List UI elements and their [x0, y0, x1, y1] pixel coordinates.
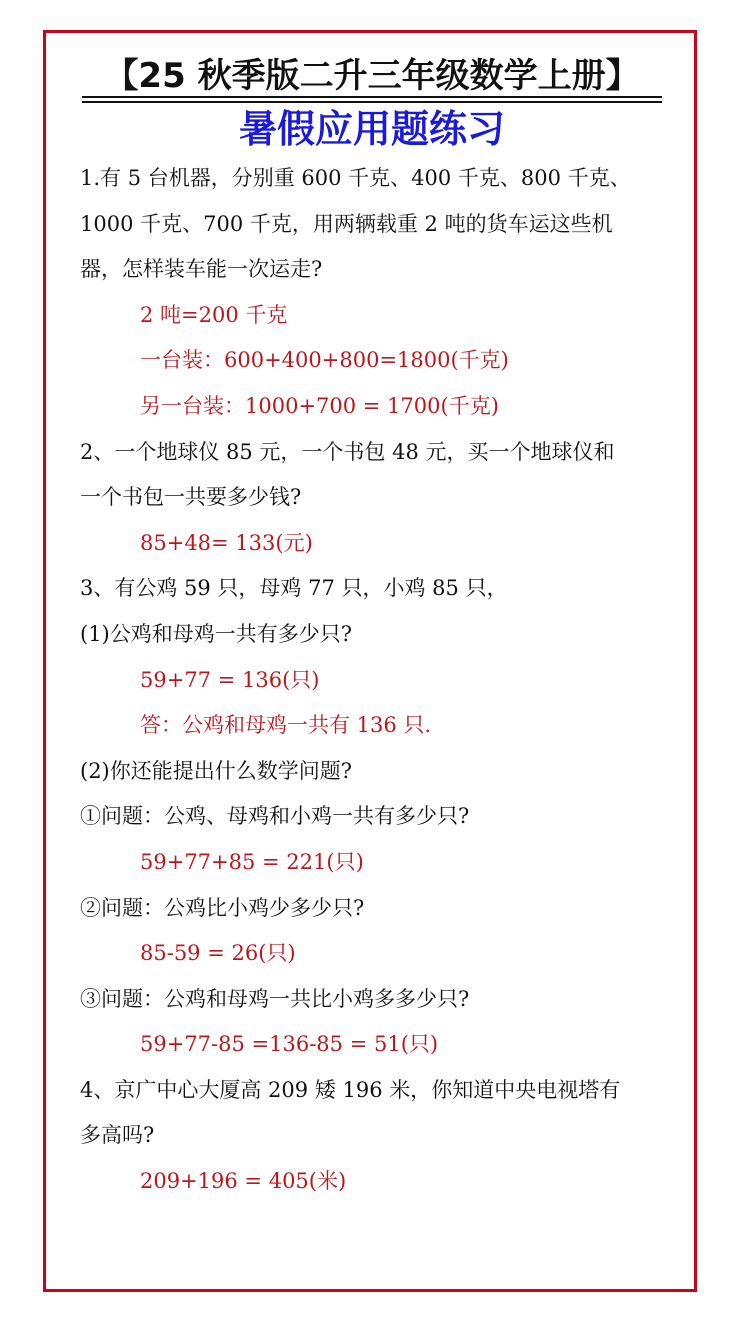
title-underline	[82, 96, 662, 98]
page-subtitle: 暑假应用题练习	[238, 107, 505, 151]
question-line: ②问题：公鸡比小鸡少多少只?	[80, 895, 365, 920]
question-line: 3、有公鸡 59 只，母鸡 77 只，小鸡 85 只，	[80, 576, 508, 601]
question-line: (1)公鸡和母鸡一共有多少只?	[80, 621, 353, 646]
question-line: 器，怎样装车能一次运走?	[80, 257, 323, 282]
answer-line: 59+77-85 =136-85 = 51(只)	[140, 1032, 439, 1057]
question-line: 4、京广中心大厦高 209 矮 196 米，你知道中央电视塔有	[80, 1077, 621, 1102]
answer-line: 一台装：600+400+800=1800(千克)	[140, 348, 509, 373]
question-line: 1.有 5 台机器，分别重 600 千克、400 千克、800 千克、	[80, 166, 631, 190]
question-line: (2)你还能提出什么数学问题?	[80, 758, 353, 783]
title-underline-second	[82, 101, 662, 103]
question-line: 一个书包一共要多少钱?	[80, 485, 302, 510]
question-line: 2、一个地球仪 85 元，一个书包 48 元，买一个地球仪和	[80, 439, 615, 464]
answer-line: 85+48= 133(元)	[140, 530, 313, 555]
answer-line: 2 吨=200 千克	[140, 302, 288, 327]
question-line: ③问题：公鸡和母鸡一共比小鸡多多少只?	[80, 986, 470, 1011]
answer-line: 85-59 = 26(只)	[140, 941, 296, 966]
worksheet-content	[80, 156, 680, 1205]
page-title: 【25 秋季版二升三年级数学上册】	[104, 56, 640, 96]
answer-line: 59+77 = 136(只)	[140, 667, 320, 692]
question-line: 多高吗?	[80, 1123, 155, 1148]
answer-line: 59+77+85 = 221(只)	[140, 849, 364, 874]
question-line: 1000 千克、700 千克，用两辆载重 2 吨的货车运这些机	[80, 211, 613, 236]
answer-line: 209+196 = 405(米)	[140, 1169, 347, 1194]
answer-line: 另一台装：1000+700 = 1700(千克)	[140, 393, 499, 418]
question-line: ①问题：公鸡、母鸡和小鸡一共有多少只?	[80, 804, 470, 829]
answer-line: 答：公鸡和母鸡一共有 136 只.	[140, 713, 432, 738]
